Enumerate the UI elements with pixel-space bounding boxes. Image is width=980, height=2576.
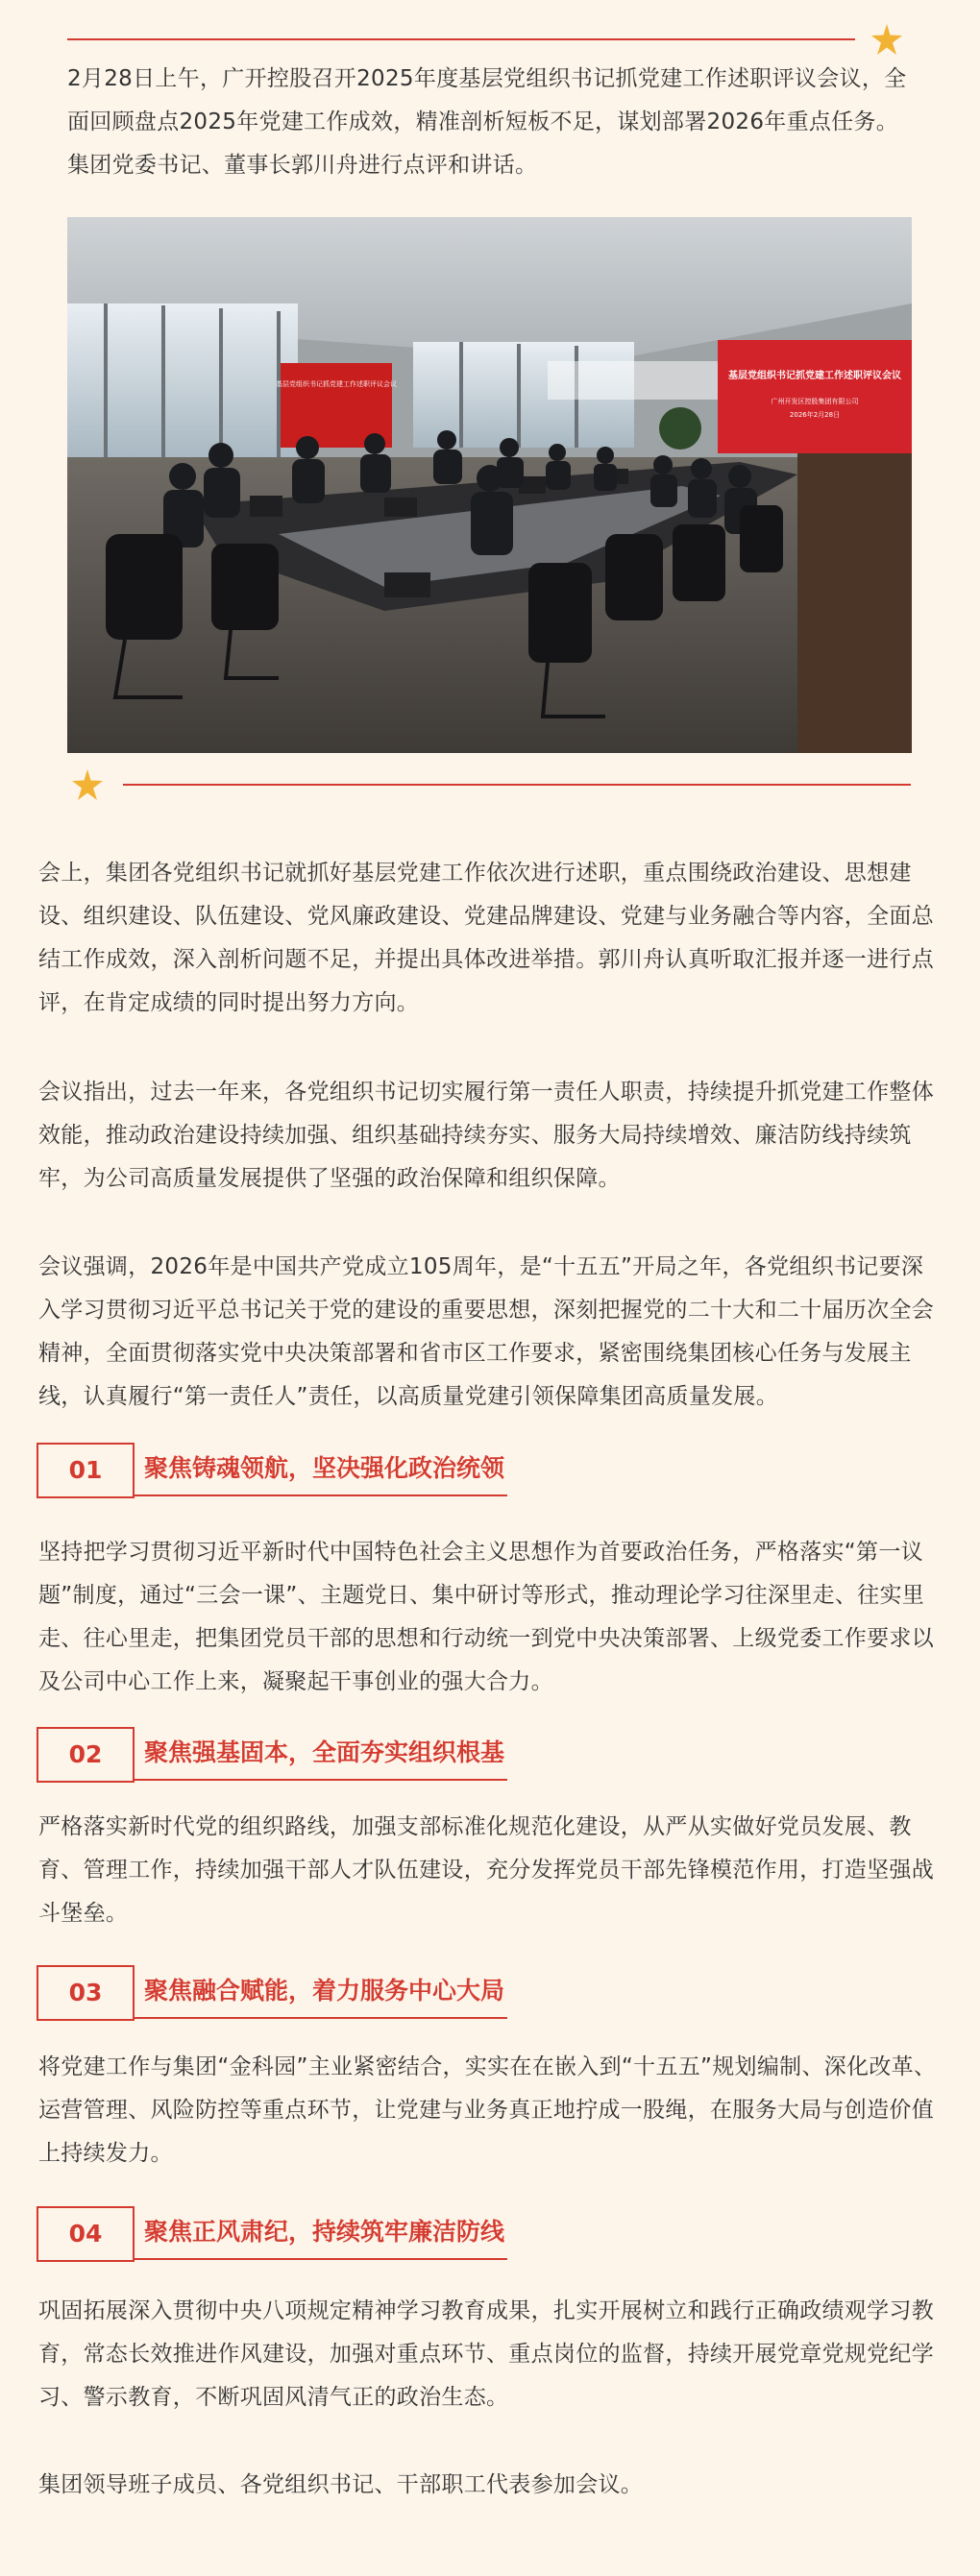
section-text-02: 严格落实新时代党的组织路线，加强支部标准化规范化建设，从严从实做好党员发展、教育、管理工作，持续加强干部人才队伍建设，充分发挥党员干部先锋模范作用，打造坚强战斗堡垒。 — [38, 1814, 934, 1926]
left-screen-text: 基层党组织书记抓党建工作述职评议会议 — [276, 380, 397, 388]
top-decor-line — [67, 38, 855, 40]
section-heading-01 — [37, 1443, 507, 1496]
intro-paragraph: 2月28日上午，广开控股召开2025年度基层党组织书记抓党建工作述职评议会议，全面回顾盘点2025年党建工作成效，精准剖析短板不足，谋划部署2026年重点任务。集团党委书记、董事长郭川舟进行点评和讲话。 — [67, 66, 907, 178]
right-screen-title: 基层党组织书记抓党建工作述职评议会议 — [728, 371, 901, 381]
section-underline — [133, 1495, 507, 1496]
meeting-photo — [67, 217, 912, 753]
paragraph-reports: 会上，集团各党组织书记就抓好基层党建工作依次进行述职，重点围绕政治建设、思想建设、组织建设、队伍建设、党风廉政建设、党建品牌建设、党建与业务融合等内容，全面总结工作成效，深入剖析问题不足，并提出具体改进举措。郭川舟认真听取汇报并逐一进行点评，在肯定成绩的同时提出努力方向。 — [38, 861, 934, 1015]
section-title: 聚焦融合赋能，着力服务中心大局 — [144, 1977, 505, 2005]
bottom-decor-line — [123, 784, 911, 786]
section-heading-03 — [37, 1965, 507, 2019]
section-number: 03 — [37, 1965, 135, 2021]
section-underline — [133, 2258, 507, 2260]
section-title: 聚焦正风肃纪，持续筑牢廉洁防线 — [144, 2218, 505, 2246]
star-icon — [870, 23, 903, 56]
star-icon — [71, 768, 104, 801]
right-screen-subtitle: 广州开发区控股集团有限公司 — [771, 398, 859, 405]
closing-paragraph: 集团领导班子成员、各党组织书记、干部职工代表参加会议。 — [38, 2472, 644, 2497]
section-underline — [133, 1779, 507, 1781]
section-heading-02 — [37, 1727, 507, 1781]
section-heading-04 — [37, 2206, 507, 2260]
paragraph-achievements: 会议指出，过去一年来，各党组织书记切实履行第一责任人职责，持续提升抓党建工作整体效能，推动政治建设持续加强、组织基础持续夯实、服务大局持续增效、廉洁防线持续筑牢，为公司高质量发展提供了坚强的政治保障和组织保障。 — [38, 1080, 934, 1191]
section-title: 聚焦铸魂领航，坚决强化政治统领 — [144, 1454, 505, 1482]
section-number: 01 — [37, 1443, 135, 1498]
section-text-03: 将党建工作与集团“金科园”主业紧密结合，实实在在嵌入到“十五五”规划编制、深化改革、运营管理、风险防控等重点环节，让党建与业务真正地拧成一股绳，在服务大局与创造价值上持续发力。 — [38, 2054, 937, 2166]
section-number: 04 — [37, 2206, 135, 2262]
paragraph-emphasis: 会议强调，2026年是中国共产党成立105周年，是“十五五”开局之年，各党组织书记要深入学习贯彻习近平总书记关于党的建设的重要思想，深刻把握党的二十大和二十届历次全会精神，全面贯彻落实党中央决策部署和省市区工作要求，紧密围绕集团核心任务与发展主线，认真履行“第一责任人”责任，以高质量党建引领保障集团高质量发展。 — [38, 1254, 934, 1409]
section-text-01: 坚持把学习贯彻习近平新时代中国特色社会主义思想作为首要政治任务，严格落实“第一议题”制度，通过“三会一课”、主题党日、集中研讨等形式，推动理论学习往深里走、往实里走、往心里走，把集团党员干部的思想和行动统一到党中央决策部署、上级党委工作要求以及公司中心工作上来，凝聚起干事创业的强大合力。 — [38, 1540, 934, 1694]
right-screen-date: 2026年2月28日 — [789, 411, 841, 419]
section-text-04: 巩固拓展深入贯彻中央八项规定精神学习教育成果，扎实开展树立和践行正确政绩观学习教育，常态长效推进作风建设，加强对重点环节、重点岗位的监督，持续开展党章党规党纪学习、警示教育，不断巩固风清气正的政治生态。 — [38, 2298, 934, 2410]
section-underline — [133, 2017, 507, 2019]
section-number: 02 — [37, 1727, 135, 1783]
section-title: 聚焦强基固本，全面夯实组织根基 — [144, 1738, 505, 1766]
